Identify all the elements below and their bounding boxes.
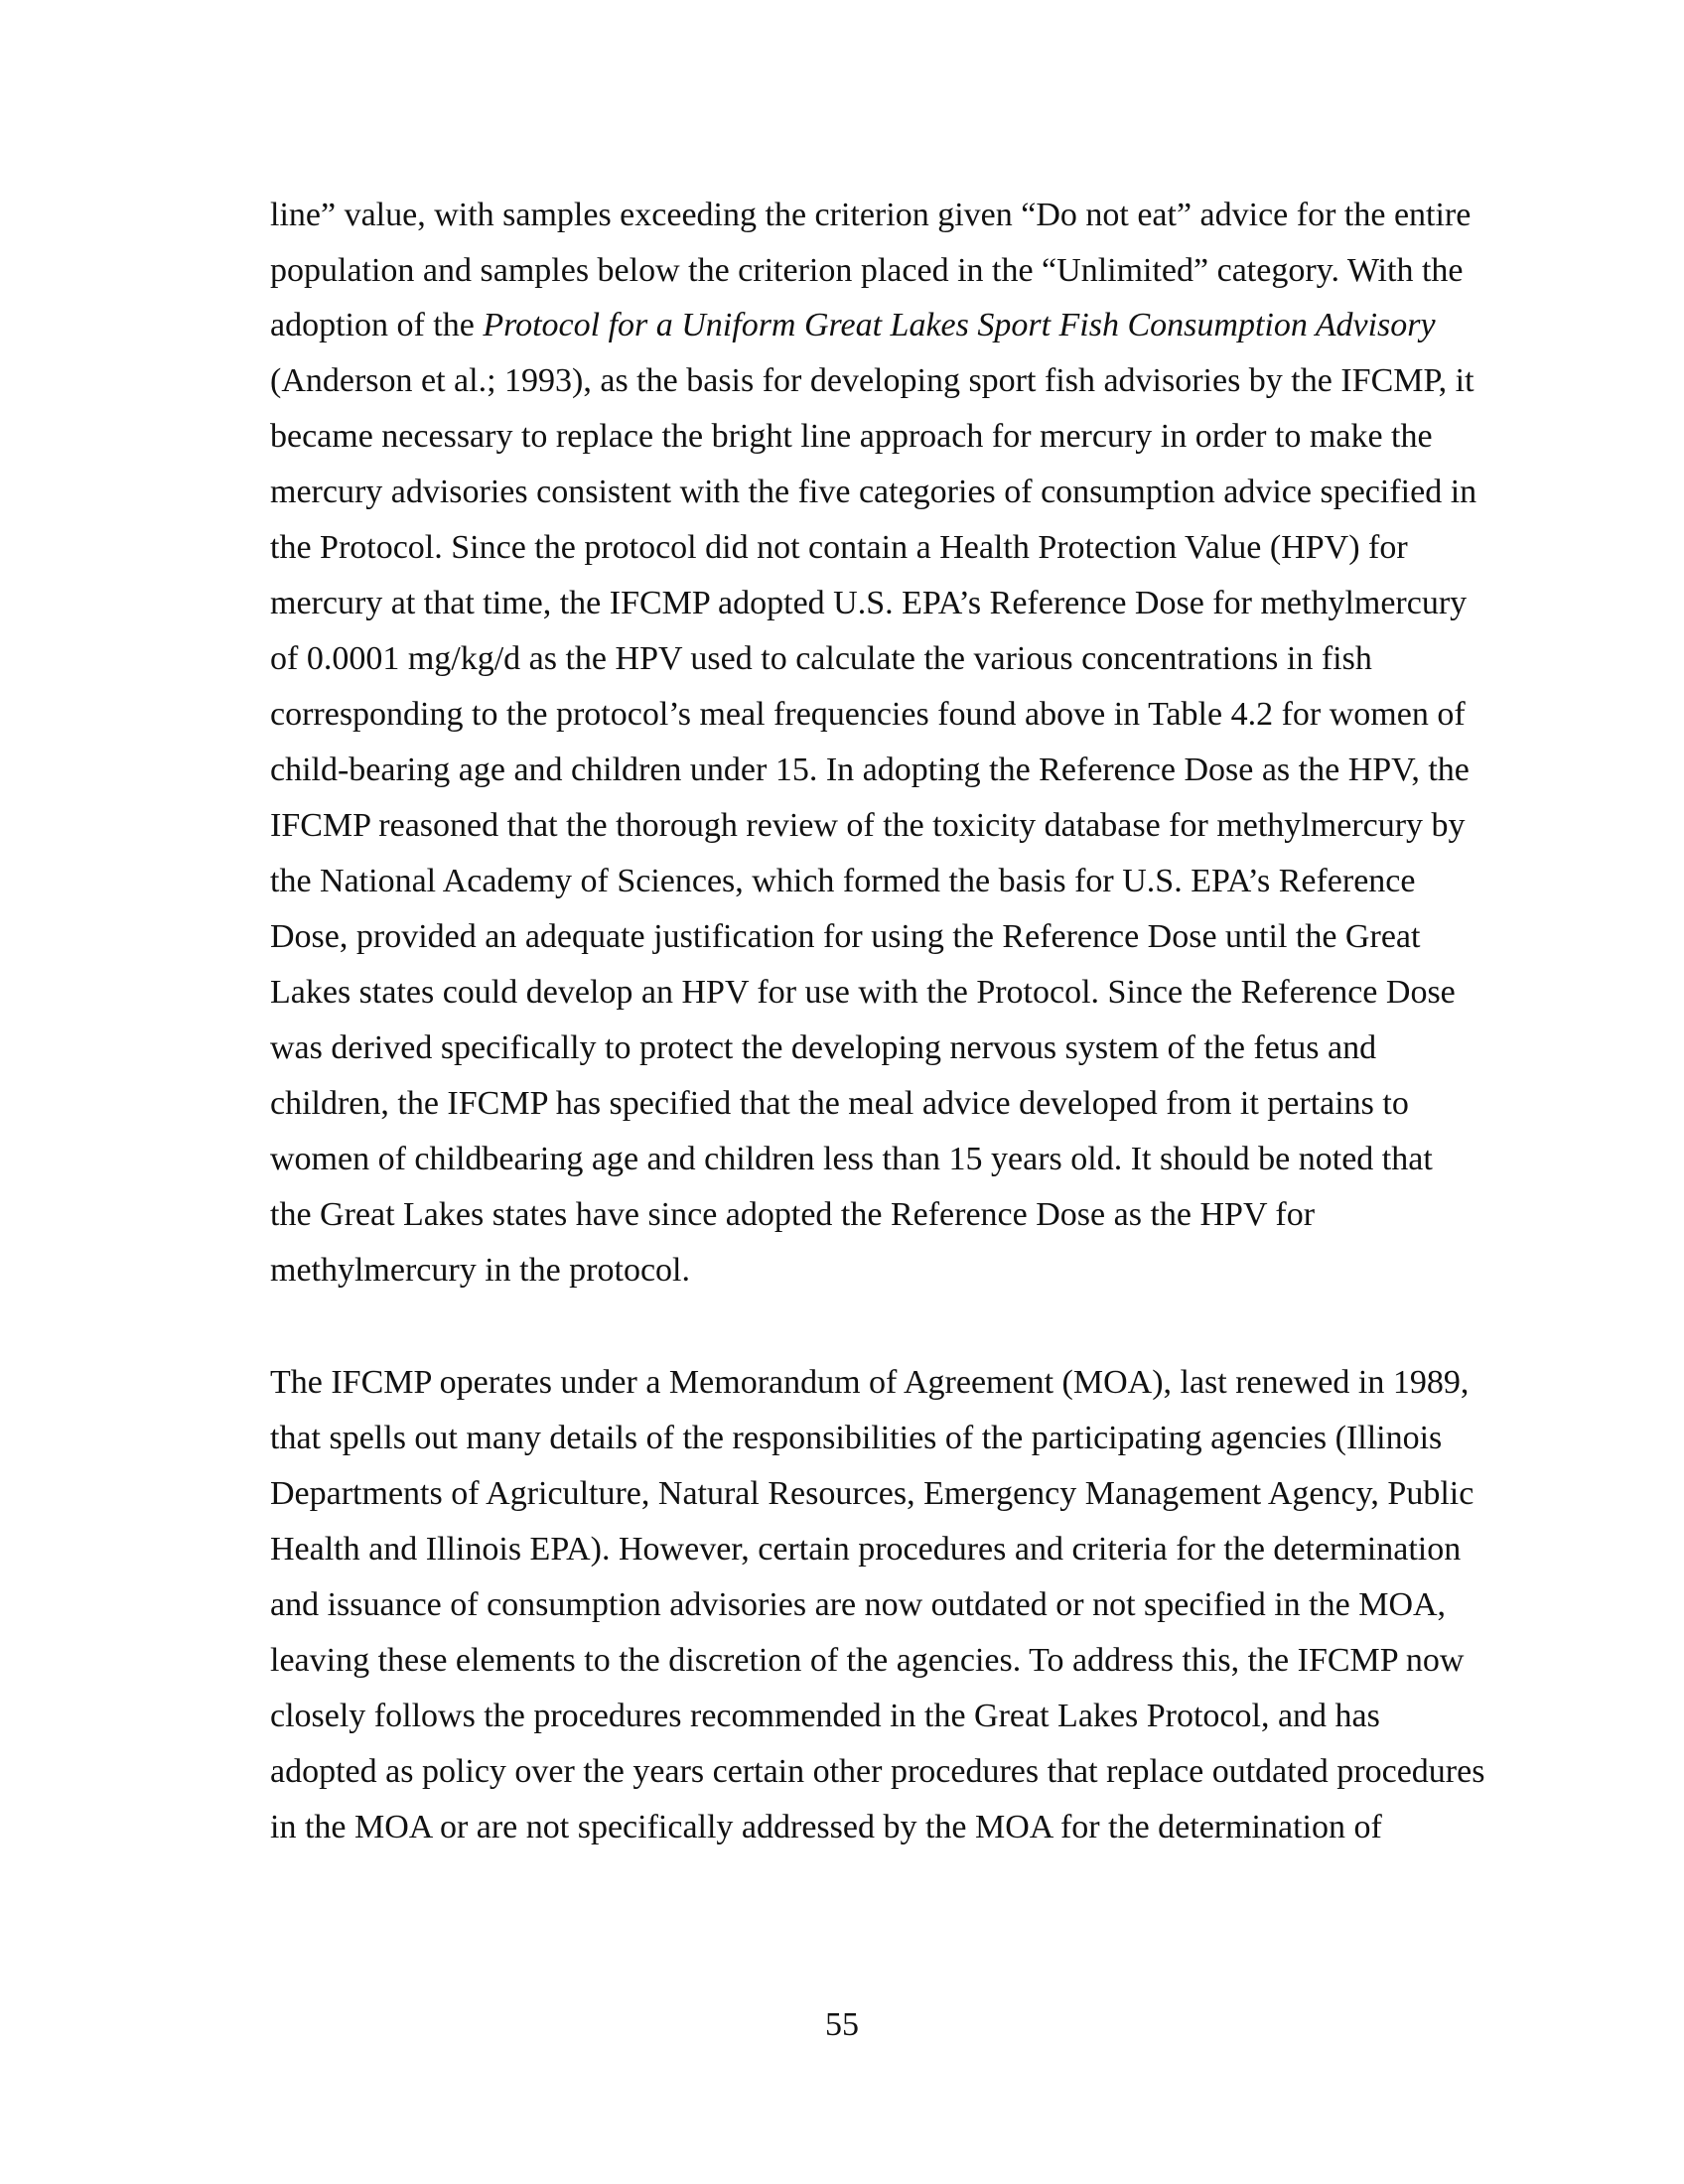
text-line: women of childbearing age and children less than 15 years old. It should be noted that [270, 1141, 1433, 1177]
text-line: of 0.0001 mg/kg/d as the HPV used to calculate the various concentrations in fish [270, 640, 1372, 677]
text-line: was derived specifically to protect the developing nervous system of the fetus and [270, 1029, 1377, 1066]
text-line: closely follows the procedures recommended in the Great Lakes Protocol, and has [270, 1698, 1380, 1734]
text-line: Lakes states could develop an HPV for use with the Protocol. Since the Reference Dose [270, 974, 1456, 1011]
text-line: the National Academy of Sciences, which formed the basis for U.S. EPA’s Reference [270, 863, 1416, 899]
text-line: became necessary to replace the bright line approach for mercury in order to make the [270, 418, 1433, 455]
page-number: 55 [825, 2006, 859, 2043]
text-line: line” value, with samples exceeding the criterion given “Do not eat” advice for the entire [270, 197, 1472, 233]
text-line: and issuance of consumption advisories are now outdated or not specified in the MOA, [270, 1586, 1447, 1623]
text-line: leaving these elements to the discretion of the agencies. To address this, the IFCMP now [270, 1642, 1465, 1679]
text-line [270, 306, 1436, 345]
text-line: Departments of Agriculture, Natural Resources, Emergency Management Agency, Public [270, 1475, 1474, 1512]
text-line-prefix: adoption of the [270, 307, 484, 343]
text-line: adopted as policy over the years certain other procedures that replace outdated procedures [270, 1753, 1485, 1790]
text-line: the Protocol. Since the protocol did not contain a Health Protection Value (HPV) for [270, 529, 1408, 566]
text-line: Dose, provided an adequate justification for using the Reference Dose until the Great [270, 918, 1421, 955]
text-line: (Anderson et al.; 1993), as the basis for developing sport fish advisories by the IFCMP, it [270, 362, 1474, 399]
text-line: child-bearing age and children under 15. In adopting the Reference Dose as the HPV, the [270, 751, 1470, 788]
text-line: mercury at that time, the IFCMP adopted U.S. EPA’s Reference Dose for methylmercury [270, 585, 1468, 621]
text-line: The IFCMP operates under a Memorandum of Agreement (MOA), last renewed in 1989, [270, 1364, 1470, 1401]
text-line: methylmercury in the protocol. [270, 1252, 690, 1289]
text-line: in the MOA or are not specifically addressed by the MOA for the determination of [270, 1809, 1382, 1845]
publication-title: Protocol for a Uniform Great Lakes Sport Fish Consumption Advisory [483, 307, 1436, 343]
text-line: the Great Lakes states have since adopted the Reference Dose as the HPV for [270, 1196, 1316, 1233]
text-line: population and samples below the criterion placed in the “Unlimited” category. With the [270, 252, 1464, 289]
text-line: IFCMP reasoned that the thorough review of the toxicity database for methylmercury by [270, 807, 1466, 844]
text-line: that spells out many details of the responsibilities of the participating agencies (Illinois [270, 1420, 1443, 1456]
text-line: Health and Illinois EPA). However, certain procedures and criteria for the determination [270, 1531, 1462, 1568]
text-line: mercury advisories consistent with the five categories of consumption advice specified in [270, 474, 1477, 510]
text-line: corresponding to the protocol’s meal frequencies found above in Table 4.2 for women of [270, 696, 1466, 733]
text-line: children, the IFCMP has specified that the meal advice developed from it pertains to [270, 1085, 1409, 1122]
